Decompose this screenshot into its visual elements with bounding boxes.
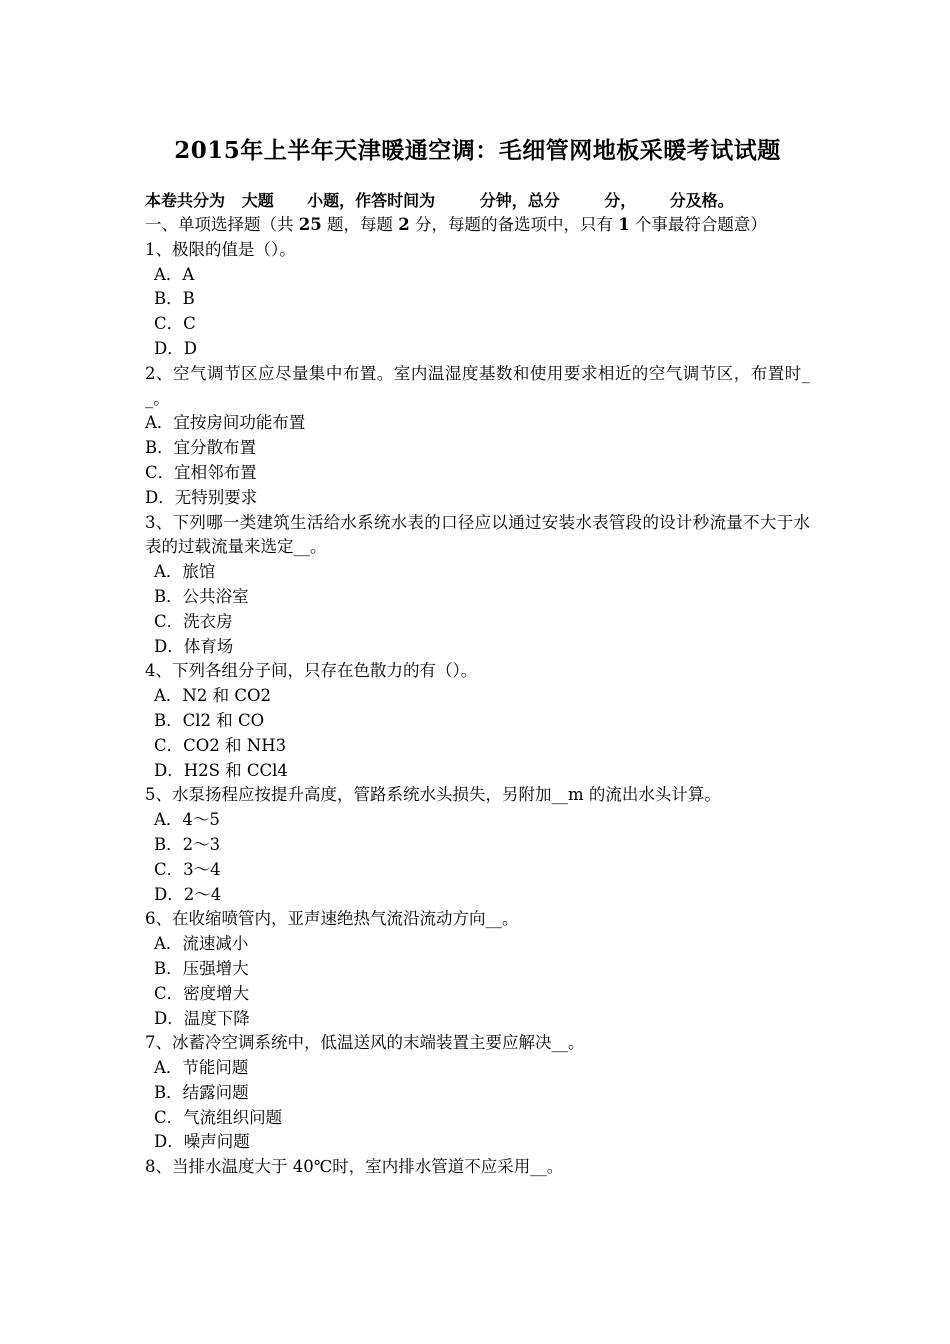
question-count: 25 [298, 215, 322, 234]
question-stem: 5、水泵扬程应按提升高度，管路系统水头损失，另附加__m 的流出水头计算。 [145, 785, 721, 805]
question-stem: 8、当排水温度大于 40℃时，室内排水管道不应采用__。 [145, 1157, 564, 1177]
option: A．N2 和 CO2 [154, 686, 271, 706]
option: C．CO2 和 NH3 [154, 735, 287, 755]
option: A．节能问题 [154, 1058, 249, 1078]
option: A．A [154, 264, 195, 284]
question-stem: 4、下列各组分子间，只存在色散力的有（）。 [145, 661, 478, 681]
question-stem: 2、空气调节区应尽量集中布置。室内温湿度基数和使用要求相近的空气调节区，布置时__。 [145, 363, 810, 408]
option: D．无特别要求 [145, 487, 258, 507]
section-heading-text: 一、单项选择题（共 [145, 215, 299, 234]
option: C．C [154, 314, 196, 334]
answer-count: 1 [618, 215, 630, 234]
document-page [145, 134, 810, 1180]
option: B．B [154, 289, 195, 309]
option: C．3～4 [154, 859, 221, 879]
option: B．结露问题 [154, 1082, 249, 1102]
option: D．体育场 [154, 636, 234, 656]
option: A．流速减小 [154, 934, 249, 954]
option: D．温度下降 [154, 1008, 250, 1028]
option: C．气流组织问题 [154, 1107, 283, 1127]
option: C．密度增大 [154, 983, 250, 1003]
option: A．旅馆 [154, 562, 216, 582]
option: B．2～3 [154, 834, 221, 854]
document-title: 2015年上半年天津暖通空调：毛细管网地板采暖考试试题 [174, 137, 781, 164]
exam-info: 本卷共分为 大题 小题，作答时间为 分钟，总分 分， 分及格。 [145, 191, 734, 210]
question-stem: 6、在收缩喷管内，亚声速绝热气流沿流动方向__。 [145, 909, 519, 929]
option: A．4～5 [154, 810, 220, 830]
option: B．宜分散布置 [145, 438, 257, 458]
option: B．公共浴室 [154, 586, 249, 606]
question-stem: 1、极限的值是（）。 [145, 239, 296, 259]
option: C．洗衣房 [154, 611, 233, 631]
points-per-question: 2 [398, 215, 410, 234]
option: D．2～4 [154, 884, 222, 904]
option: B．Cl2 和 CO [154, 710, 265, 730]
section-heading-text: 分，每题的备选项中，只有 [409, 215, 619, 234]
option: D．D [154, 338, 197, 358]
question-stem: 3、下列哪一类建筑生活给水系统水表的口径应以通过安装水表管段的设计秒流量不大于水表的过载流量来选定__。 [145, 512, 810, 557]
section-heading [145, 213, 810, 238]
option: D．H2S 和 CCl4 [154, 760, 288, 780]
question-stem: 7、冰蓄冷空调系统中，低温送风的末端装置主要应解决__。 [145, 1033, 585, 1053]
option: A．宜按房间功能布置 [145, 413, 306, 433]
section-heading-text: 题，每题 [321, 215, 399, 234]
option: B．压强增大 [154, 958, 249, 978]
section-heading-text: 个事最符合题意） [629, 215, 767, 234]
option: C．宜相邻布置 [145, 462, 257, 482]
option: D．噪声问题 [154, 1132, 250, 1152]
